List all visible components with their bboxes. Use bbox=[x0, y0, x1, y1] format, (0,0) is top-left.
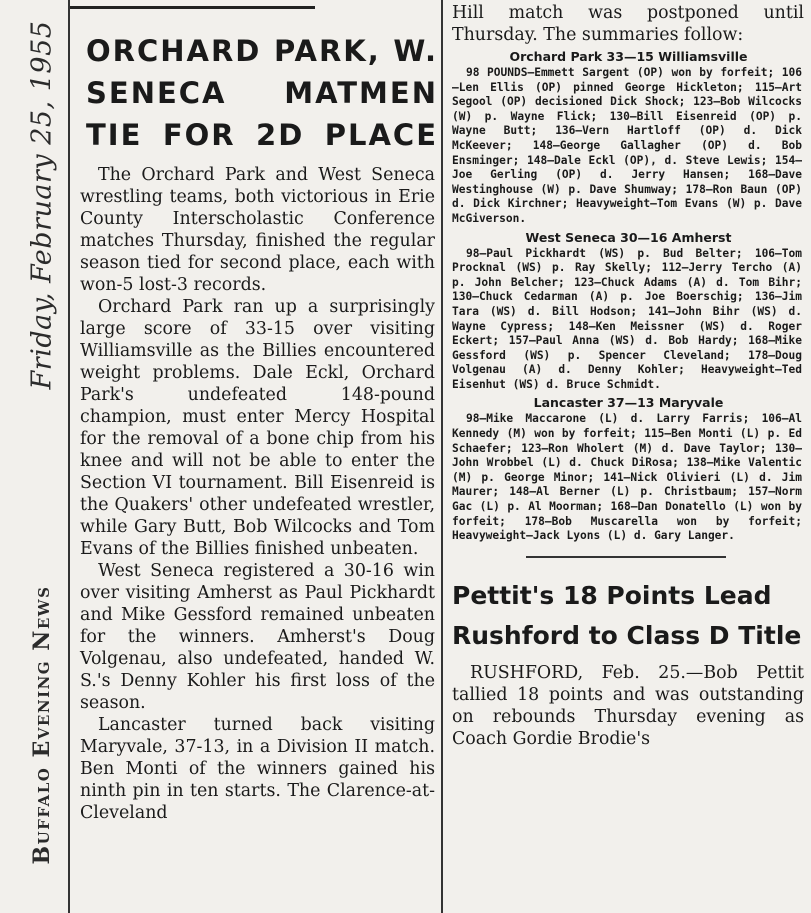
second-headline: Pettit's 18 Points Lead Rushford to Class D Title bbox=[452, 580, 802, 650]
summary-text: 98—Paul Pickhardt (WS) p. Bud Belter; 106—Tom Procknal (WS) p. Ray Skelly; 112—Jerry Tercho (A) p. John Belcher; 123—Chuck Adams (A) d. Tom Bihr; 130—Chuck Cedarman (A) p. Joe Boerschig; 136—Jim Tara (WS) d. Bill Hodson; 141—John Bihr (WS) d. Wayne Cypress; 148—Ken Meissner (WS) d. Roger Eckert; 157—Paul Anna (WS) d. Bob Hardy; 168—Mike Gessford (WS) p. Spencer Cleveland; 178—Doug Volgenau (A) d. Denny Kohler; Heavyweight—Ted Eisenhut (WS) d. Bruce Schmidt. bbox=[452, 246, 802, 391]
summary-heading: Lancaster 37—13 Maryvale bbox=[533, 395, 724, 411]
newspaper-name: Buffalo Evening News bbox=[29, 585, 55, 865]
summary-block bbox=[452, 412, 802, 543]
summary-text: 98 POUNDS—Emmett Sargent (OP) won by forfeit; 106—Len Ellis (OP) pinned George Hickleton; 115—Art Segool (OP) decisioned Dick Shock; 123—Bob Wilcocks (W) p. Wayne Flick; 130—Bill Eisenreid (OP) p. Wayne Butt; 136—Vern Hartloff (OP) d. Dick McKeever; 148—George Gallagher (OP) d. Bob Ensminger; 148—Dale Eckl (OP), d. Steve Lewis; 154—Joe Gerling (OP) d. Jerry Hansen; 168—Dave Westinghouse (W) p. Dave Shumway; 178—Ron Baun (OP) d. Dick Kirchner; Heavyweight—Tom Evans (W) p. Dave McGiverson. bbox=[452, 66, 802, 225]
article-headline: ORCHARD PARK, W. SENECA MATMEN TIE FOR 2D PLACE bbox=[86, 34, 438, 152]
summary-heading: West Seneca 30—16 Amherst bbox=[525, 229, 732, 245]
page-margin bbox=[0, 0, 70, 913]
dateline: Friday, February 25, 1955 bbox=[26, 20, 58, 390]
article-continuation: Hill match was postponed until Thursday. The summaries follow: bbox=[452, 3, 804, 45]
paragraph: Orchard Park ran up a surprisingly large score of 33-15 over visiting Williamsville as the Billies encountered weight problems. Dale Eckl, Orchard Park's undefeated 148-pound champion, must enter Mercy Hospital for the removal of a bone chip from his knee and will not be able to enter the Section VI tournament. Bill Eisenreid is the Quakers' other undefeated wrestler, while Gary Butt, Bob Wilcocks and Tom Evans of the Billies finished unbeaten. bbox=[80, 297, 435, 559]
article-body bbox=[80, 164, 435, 824]
summary-heading: Orchard Park 33—15 Williamsville bbox=[509, 49, 748, 64]
summary-text: 98—Mike Maccarone (L) d. Larry Farris; 106—Al Kennedy (M) won by forfeit; 115—Ben Monti (L) p. Ed Schaefer; 123—Ron Wholert (M) d. Dave Taylor; 130—John Wrobbel (L) d. Chuck DiRosa; 138—Mike Valentic (M) p. George Minor; 141—Nick Olivieri (L) d. Jim Maurer; 148—Al Berner (L) p. Christbaum; 157—Norm Gac (L) p. Al Moorman; 168—Dan Donatello (L) won by forfeit; 178—Bob Muscarella won by forfeit; Heavyweight—Jack Lyons (L) d. Gary Langer. bbox=[452, 412, 802, 543]
margin-divider bbox=[68, 0, 70, 913]
paragraph: RUSHFORD, Feb. 25.—Bob Pettit tallied 18 points and was outstanding on rebounds Thursday evening as Coach Gordie Brodie's bbox=[452, 662, 804, 749]
article-separator bbox=[526, 556, 726, 558]
summary-block bbox=[452, 66, 802, 227]
paragraph: Lancaster turned back visiting Maryvale, 37-13, in a Division II match. Ben Monti of the winners gained his ninth pin in ten starts. The Clarence-at-Cleveland bbox=[80, 715, 435, 823]
paragraph: West Seneca registered a 30-16 win over visiting Amherst as Paul Pickhardt and Mike Gessford remained unbeaten for the winners. Amherst's Doug Volgenau, also undefeated, handed W. S.'s Denny Kohler his first loss of the season. bbox=[80, 561, 435, 713]
summary-block bbox=[452, 247, 802, 393]
second-article-body bbox=[452, 662, 804, 750]
column-right bbox=[446, 0, 811, 913]
paragraph: The Orchard Park and West Seneca wrestling teams, both victorious in Erie County Interscholastic Conference matches Thursday, finished the regular season tied for second place, each with won-5 lost-3 records. bbox=[80, 165, 435, 295]
column-divider bbox=[441, 0, 443, 913]
column-left bbox=[78, 0, 438, 913]
